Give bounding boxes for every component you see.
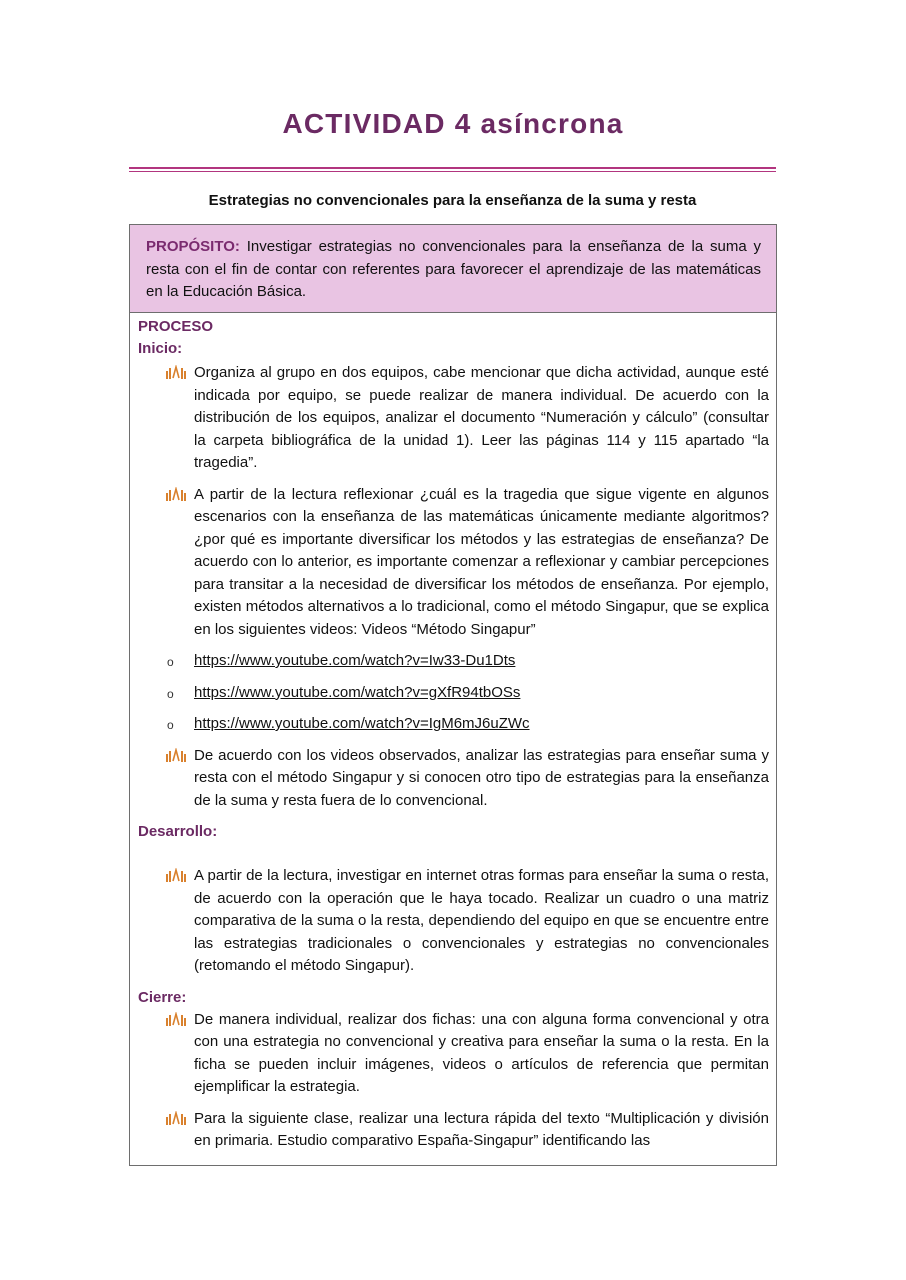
purpose-cell <box>130 225 776 313</box>
video-link-item <box>138 650 769 673</box>
list-item <box>138 865 769 978</box>
process-heading: PROCESO <box>138 318 214 335</box>
list-item-text: De manera individual, realizar dos fichas: una con alguna forma convencional y otra con una estrategia no convencional y creativa para enseñar la suma o la resta. En la ficha se pueden incluir imágenes, videos o artículos de referencia que permitan ejemplificar la estrategia. <box>194 1010 769 1095</box>
list-item <box>138 362 769 475</box>
list-item-text: A partir de la lectura, investigar en internet otras formas para enseñar la suma o resta, de acuerdo con la operación que le haya tocado. Realizar un cuadro o una matriz comparativa de la suma o la resta, dependiendo del equipo en que se encuentre entre las estrategias tradicionales o convencionales y estrategias no convencionales (retomando el método Singapur). <box>194 867 769 974</box>
list-item <box>138 484 769 642</box>
video-link-3[interactable]: https://www.youtube.com/watch?v=IgM6mJ6uZWc <box>194 715 530 732</box>
book-bullet-icon <box>165 487 187 501</box>
video-link-item <box>138 713 769 736</box>
purpose-text: Investigar estrategias no convencionales para la enseñanza de la suma y resta con el fin de contar con referentes para favorecer el aprendizaje de las matemáticas en la Educación Básica. <box>146 238 761 300</box>
activity-table <box>129 224 777 1166</box>
page-title: ACTIVIDAD 4 asíncrona <box>282 108 624 139</box>
list-item <box>138 1108 769 1153</box>
list-item <box>138 1009 769 1099</box>
list-item-text: Organiza al grupo en dos equipos, cabe mencionar que dicha actividad, aunque esté indicada por equipo, se puede realizar de manera individual. De acuerdo con la distribución de los equipos, analizar el documento “Numeración y cálculo” (consultar la carpeta bibliográfica de la unidad 1). Leer las páginas 114 y 115 apartado “la tragedia”. <box>194 364 769 471</box>
video-link-2[interactable]: https://www.youtube.com/watch?v=gXfR94tbOSs <box>194 683 521 701</box>
circle-bullet-icon: o <box>167 718 174 732</box>
book-bullet-icon <box>165 1111 187 1125</box>
list-item-text: A partir de la lectura reflexionar ¿cuál es la tragedia que sigue vigente en algunos escenarios con la enseñanza de las matemáticas únicamente mediante algoritmos? ¿por qué es importante diversificar los métodos y las estrategias de enseñanza? De acuerdo con lo anterior, es importante comenzar a reflexionar y cambiar percepciones para transitar a la necesidad de diversificar los métodos de enseñanza. Por ejemplo, existen métodos alternativos a lo tradicional, como el método Singapur, que se explica en los siguientes videos: Videos “Método Singapur” <box>194 485 769 638</box>
list-item-text: De acuerdo con los videos observados, analizar las estrategias para enseñar suma y resta con el método Singapur y si conocen otro tipo de estrategias para la enseñanza de la suma y resta fuera de lo convencional. <box>194 746 769 809</box>
cierre-heading: Cierre: <box>138 988 187 1006</box>
book-bullet-icon <box>165 365 187 379</box>
circle-bullet-icon: o <box>167 686 174 701</box>
video-link-1[interactable]: https://www.youtube.com/watch?v=Iw33-Du1Dts <box>194 652 516 669</box>
video-link-item <box>138 682 769 705</box>
circle-bullet-icon: o <box>167 655 174 669</box>
book-bullet-icon <box>165 748 187 762</box>
title-divider <box>129 167 776 169</box>
book-bullet-icon <box>165 868 187 882</box>
activity-subtitle: Estrategias no convencionales para la enseñanza de la suma y resta <box>208 192 697 209</box>
process-cell <box>130 313 776 1153</box>
inicio-heading: Inicio: <box>138 340 183 357</box>
book-bullet-icon <box>165 1012 187 1026</box>
purpose-label: PROPÓSITO: <box>146 238 240 255</box>
list-item <box>138 745 769 813</box>
list-item-text: Para la siguiente clase, realizar una lectura rápida del texto “Multiplicación y división en primaria. Estudio comparativo España-Singapur” identificando las <box>194 1109 769 1149</box>
desarrollo-heading: Desarrollo: <box>138 823 218 840</box>
title-divider-thin <box>129 171 776 172</box>
